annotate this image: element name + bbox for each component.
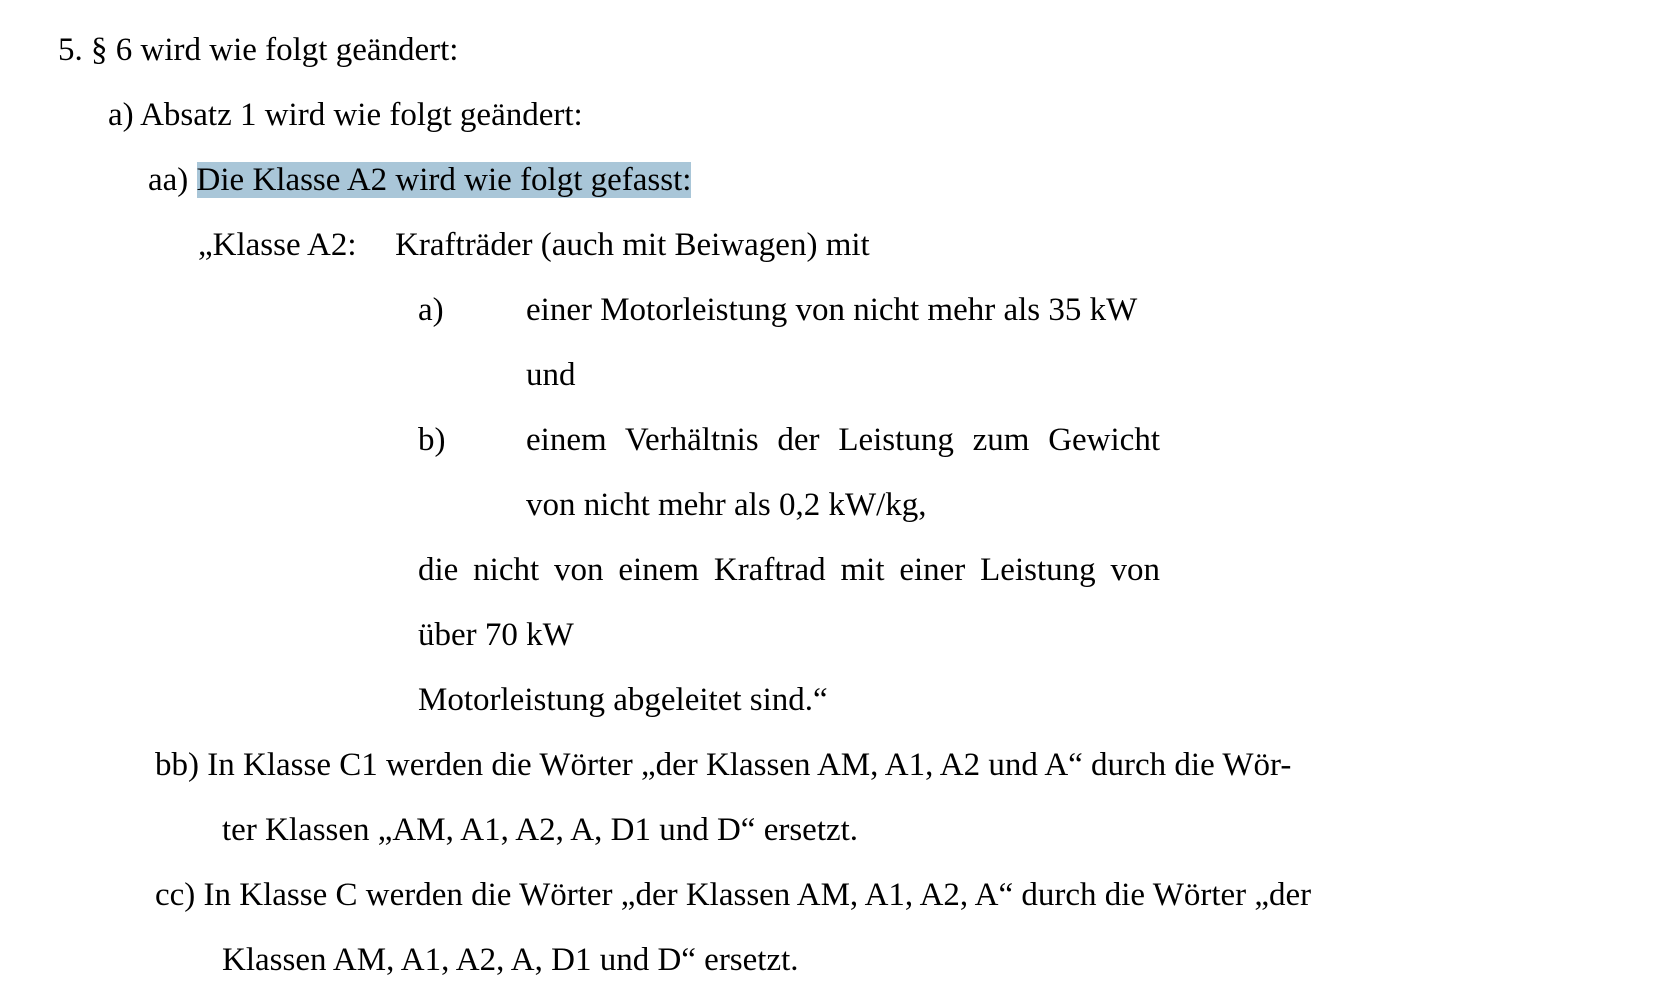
list-item-bb-continuation [0, 798, 1675, 863]
quote-lead-text: Krafträder (auch mit Beiwagen) mit [395, 227, 870, 263]
quote-tail-line-2 [0, 668, 1160, 733]
list-marker: a) [108, 97, 134, 133]
quote-subitems [0, 278, 1160, 538]
list-marker: aa) [148, 162, 189, 198]
list-item-text-line1: In Klasse C werden die Wörter „der Klassen AM, A1, A2, A“ durch die Wörter „der [203, 877, 1312, 913]
quote-subitem-b [418, 408, 1160, 538]
quote-tail-text-2: Motorleistung abgeleitet sind.“ [418, 682, 828, 718]
list-item-aa [0, 148, 1675, 213]
list-marker: bb) [155, 747, 199, 783]
list-item-text: Absatz 1 wird wie folgt geändert: [140, 97, 583, 133]
list-marker: 5. [58, 32, 83, 68]
quote-lead-line [0, 213, 1675, 278]
subitem-marker: a) [418, 292, 444, 328]
document-body [0, 18, 1675, 993]
list-item-cc-continuation [0, 928, 1675, 993]
list-item-cc [0, 863, 1675, 928]
list-item-text: § 6 wird wie folgt geändert: [91, 32, 459, 68]
quote-tail-line-1 [0, 538, 1160, 668]
list-item-a [0, 83, 1675, 148]
list-item-text-line2: Klassen AM, A1, A2, A, D1 und D“ ersetzt. [222, 942, 799, 978]
list-item-text-line1: In Klasse C1 werden die Wörter „der Klassen AM, A1, A2 und A“ durch die Wör- [207, 747, 1292, 783]
subitem-text: einer Motorleistung von nicht mehr als 35 kW und [526, 292, 1137, 393]
quote-subitem-a [418, 278, 1160, 408]
subitem-marker: b) [418, 422, 446, 458]
list-item-bb [0, 733, 1675, 798]
list-marker: cc) [155, 877, 196, 913]
list-item-text-line2: ter Klassen „AM, A1, A2, A, D1 und D“ ersetzt. [222, 812, 859, 848]
highlighted-text-selection[interactable]: Die Klasse A2 wird wie folgt gefasst: [196, 162, 692, 198]
subitem-text: einem Verhältnis der Leistung zum Gewicht von nicht mehr als 0,2 kW/kg, [526, 422, 1160, 523]
list-item-5 [0, 18, 1675, 83]
quote-tail-text-1: die nicht von einem Kraftrad mit einer Leistung von über 70 kW [418, 552, 1160, 653]
quote-label: „Klasse A2: [198, 227, 357, 263]
